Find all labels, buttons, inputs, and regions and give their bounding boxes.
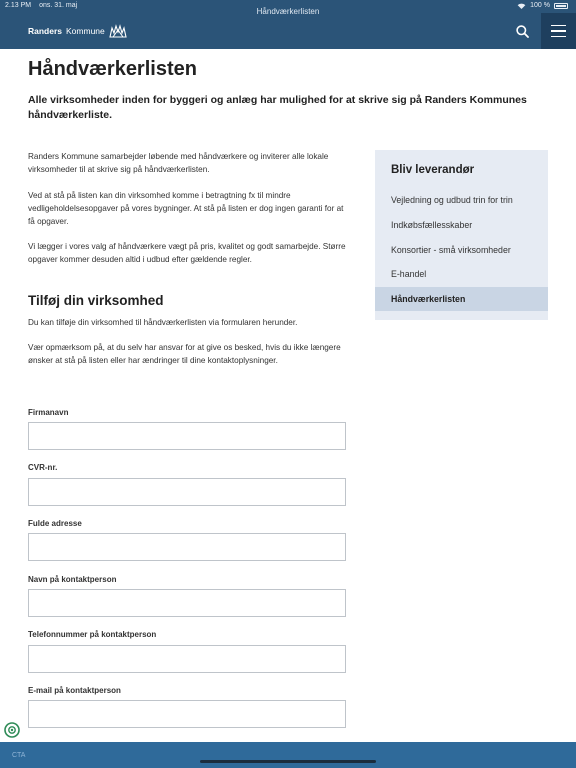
home-indicator[interactable]	[200, 760, 376, 763]
address-label: Fulde adresse	[28, 519, 82, 528]
logo-suffix: Kommune	[66, 26, 105, 36]
cvr-field[interactable]	[28, 478, 346, 506]
contact-email-label: E-mail på kontaktperson	[28, 686, 121, 695]
section-paragraph: Du kan tilføje din virksomhed til håndværkerlisten via formularen herunder.	[28, 318, 298, 327]
section-paragraph: Vær opmærksom på, at du selv har ansvar for at give os besked, hvis du ikke længere ønsker at stå på listen eller har ændringer til dine kontaktoplysninger.	[28, 343, 341, 365]
footer-link[interactable]: CTA	[12, 752, 26, 759]
chat-widget-icon[interactable]	[4, 722, 20, 738]
sidebar-title: Bliv leverandør	[391, 164, 475, 176]
intro-paragraph: Ved at stå på listen kan din virksomhed komme i betragtning fx til mindre vedligeholdelsesopgaver på vores bygninger. At stå på listen er dog ingen garanti for at få opgaver.	[28, 191, 344, 226]
contact-phone-field[interactable]	[28, 645, 346, 673]
search-button[interactable]	[512, 21, 532, 41]
contact-name-field[interactable]	[28, 589, 346, 617]
page-title: Håndværkerlisten	[28, 58, 197, 80]
sidebar-item-vejledning[interactable]: Vejledning og udbud trin for trin	[391, 195, 513, 205]
sidebar-item-indkobsfaellesskaber[interactable]: Indkøbsfællesskaber	[391, 220, 473, 230]
search-icon	[516, 25, 529, 38]
intro-paragraph: Randers Kommune samarbejder løbende med håndværkere og inviterer alle lokale virksomheder til at skrive sig på håndværkerlisten.	[28, 152, 329, 174]
section-title: Tilføj din virksomhed	[28, 293, 164, 308]
battery-percent: 100 %	[530, 2, 550, 9]
page-lead: Alle virksomheder inden for byggeri og anlæg har mulighed for at skrive sig på Randers Kommunes håndværkerliste.	[28, 94, 527, 121]
battery-icon	[554, 3, 568, 9]
contact-email-field[interactable]	[28, 700, 346, 728]
sidebar-item-konsortier[interactable]: Konsortier - små virksomheder	[391, 245, 511, 255]
logo-name: Randers	[28, 26, 63, 36]
site-header	[0, 0, 576, 49]
status-date: ons. 31. maj	[39, 2, 78, 9]
contact-phone-label: Telefonnummer på kontaktperson	[28, 630, 157, 639]
wifi-icon	[517, 3, 526, 9]
company-name-field[interactable]	[28, 422, 346, 450]
hamburger-menu-icon	[551, 25, 566, 27]
crown-logo-icon	[109, 24, 127, 38]
browser-page-title: Håndværkerlisten	[256, 7, 320, 16]
company-name-label: Firmanavn	[28, 408, 69, 417]
status-time: 2.13 PM	[5, 2, 32, 9]
site-logo[interactable]	[28, 24, 127, 38]
intro-paragraph: Vi lægger i vores valg af håndværkere vægt på pris, kvalitet og godt samarbejde. Større opgaver kommer desuden altid i udbud efter gældende regler.	[28, 242, 346, 264]
status-bar	[0, 0, 576, 16]
sidebar-item-e-handel[interactable]: E-handel	[391, 269, 427, 279]
address-field[interactable]	[28, 533, 346, 561]
sidebar-nav	[375, 150, 548, 320]
menu-button[interactable]	[541, 13, 576, 49]
footer-bar	[0, 742, 576, 768]
sidebar-item-haandvaerkerlisten[interactable]: Håndværkerlisten	[375, 287, 548, 311]
contact-name-label: Navn på kontaktperson	[28, 575, 117, 584]
cvr-label: CVR-nr.	[28, 463, 58, 472]
